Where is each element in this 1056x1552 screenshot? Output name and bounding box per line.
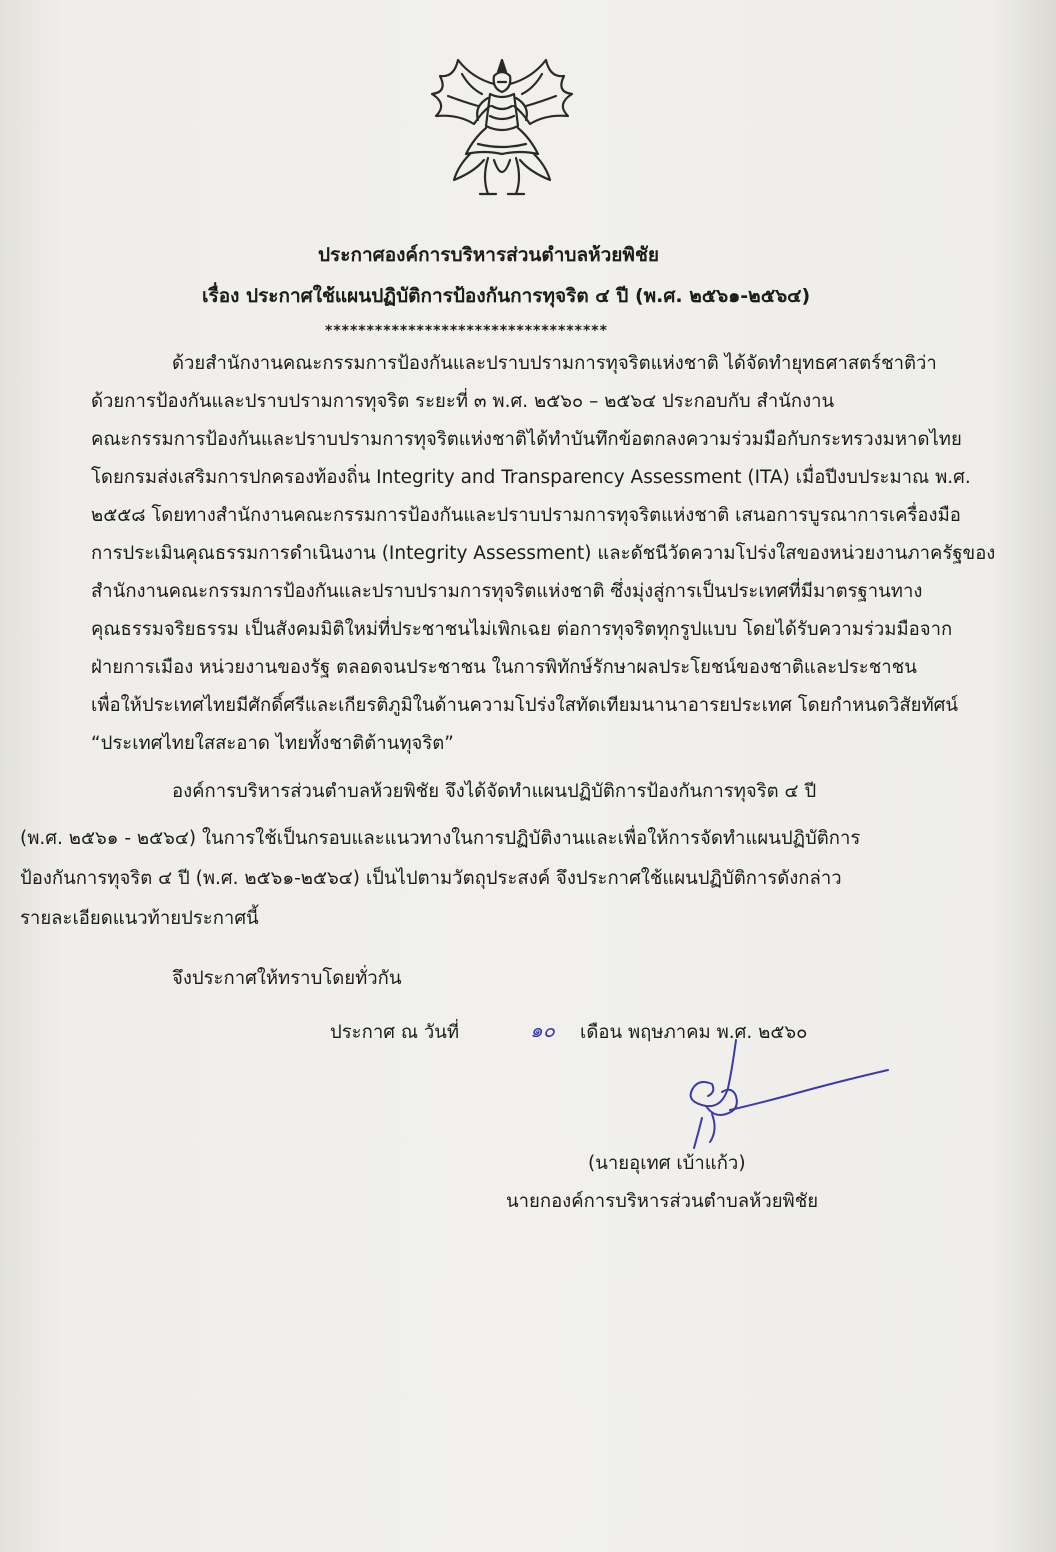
paragraph-line: เพื่อให้ประเทศไทยมีศักดิ์ศรีและเกียรติภูมิในด้านความโปร่งใสทัดเทียมนานาอารยประเทศ โดยกำหนดวิสัยทัศน์ — [91, 695, 959, 716]
title-separator: ********************************** — [325, 323, 608, 339]
paragraph-line: ป้องกันการทุจริต ๔ ปี (พ.ศ. ๒๕๖๑-๒๕๖๔) เป็นไปตามวัตถุประสงค์ จึงประกาศใช้แผนปฏิบัติการดังกล่าว — [20, 868, 842, 889]
announcement-date-prefix: ประกาศ ณ วันที่ — [330, 1022, 460, 1043]
paragraph-line: องค์การบริหารส่วนตำบลห้วยพิชัย จึงได้จัดทำแผนปฏิบัติการป้องกันการทุจริต ๔ ปี — [172, 781, 817, 802]
garuda-emblem — [418, 54, 586, 202]
paragraph-line: ด้วยสำนักงานคณะกรรมการป้องกันและปราบปรามการทุจริตแห่งชาติ ได้จัดทำยุทธศาสตร์ชาติว่า — [172, 353, 937, 374]
handwritten-signature — [666, 1030, 896, 1160]
paragraph-line: คุณธรรมจริยธรรม เป็นสังคมมิติใหม่ที่ประชาชนไม่เพิกเฉย ต่อการทุจริตทุกรูปแบบ โดยได้รับความร่วมมือจาก — [91, 619, 953, 640]
closing-statement: จึงประกาศให้ทราบโดยทั่วกัน — [172, 968, 402, 989]
announcement-date-day: ๑๐ — [530, 1018, 555, 1042]
paragraph-line: สำนักงานคณะกรรมการป้องกันและปราบปรามการทุจริตแห่งชาติ ซึ่งมุ่งสู่การเป็นประเทศที่มีมาตรฐานทาง — [91, 581, 923, 602]
paragraph-line: “ประเทศไทยใสสะอาด ไทยทั้งชาติต้านทุจริต” — [91, 733, 454, 754]
paragraph-line: การประเมินคุณธรรมการดำเนินงาน (Integrity Assessment) และดัชนีวัดความโปร่งใสของหน่วยงานภาครัฐของ — [91, 543, 996, 564]
announcement-title: ประกาศองค์การบริหารส่วนตำบลห้วยพิชัย — [318, 244, 659, 266]
announcement-subject: เรื่อง ประกาศใช้แผนปฏิบัติการป้องกันการทุจริต ๔ ปี (พ.ศ. ๒๕๖๑-๒๕๖๔) — [202, 285, 811, 307]
paragraph-line: ฝ่ายการเมือง หน่วยงานของรัฐ ตลอดจนประชาชน ในการพิทักษ์รักษาผลประโยชน์ของชาติและประชาชน — [91, 657, 917, 678]
signatory-position: นายกองค์การบริหารส่วนตำบลห้วยพิชัย — [506, 1191, 819, 1212]
signatory-name: (นายอุเทศ เบ้าแก้ว) — [588, 1153, 746, 1174]
announcement-date-suffix: เดือน พฤษภาคม พ.ศ. ๒๕๖๐ — [580, 1022, 808, 1043]
paragraph-line: รายละเอียดแนวท้ายประกาศนี้ — [20, 908, 259, 929]
paragraph-line: คณะกรรมการป้องกันและปราบปรามการทุจริตแห่งชาติได้ทำบันทึกข้อตกลงความร่วมมือกับกระทรวงมหาดไทย — [91, 429, 962, 450]
paragraph-line: (พ.ศ. ๒๕๖๑ - ๒๕๖๔) ในการใช้เป็นกรอบและแนวทางในการปฏิบัติงานและเพื่อให้การจัดทำแผนปฏิบัติการ — [20, 828, 861, 849]
paragraph-line: โดยกรมส่งเสริมการปกครองท้องถิ่น Integrity and Transparency Assessment (ITA) เมื่อปีงบประมาณ พ.ศ. — [91, 467, 971, 488]
paragraph-line: ด้วยการป้องกันและปราบปรามการทุจริต ระยะที่ ๓ พ.ศ. ๒๕๖๐ – ๒๕๖๔ ประกอบกับ สำนักงาน — [91, 391, 835, 412]
paragraph-line: ๒๕๕๘ โดยทางสำนักงานคณะกรรมการป้องกันและปราบปรามการทุจริตแห่งชาติ เสนอการบูรณาการเครื่องมือ — [91, 505, 961, 526]
